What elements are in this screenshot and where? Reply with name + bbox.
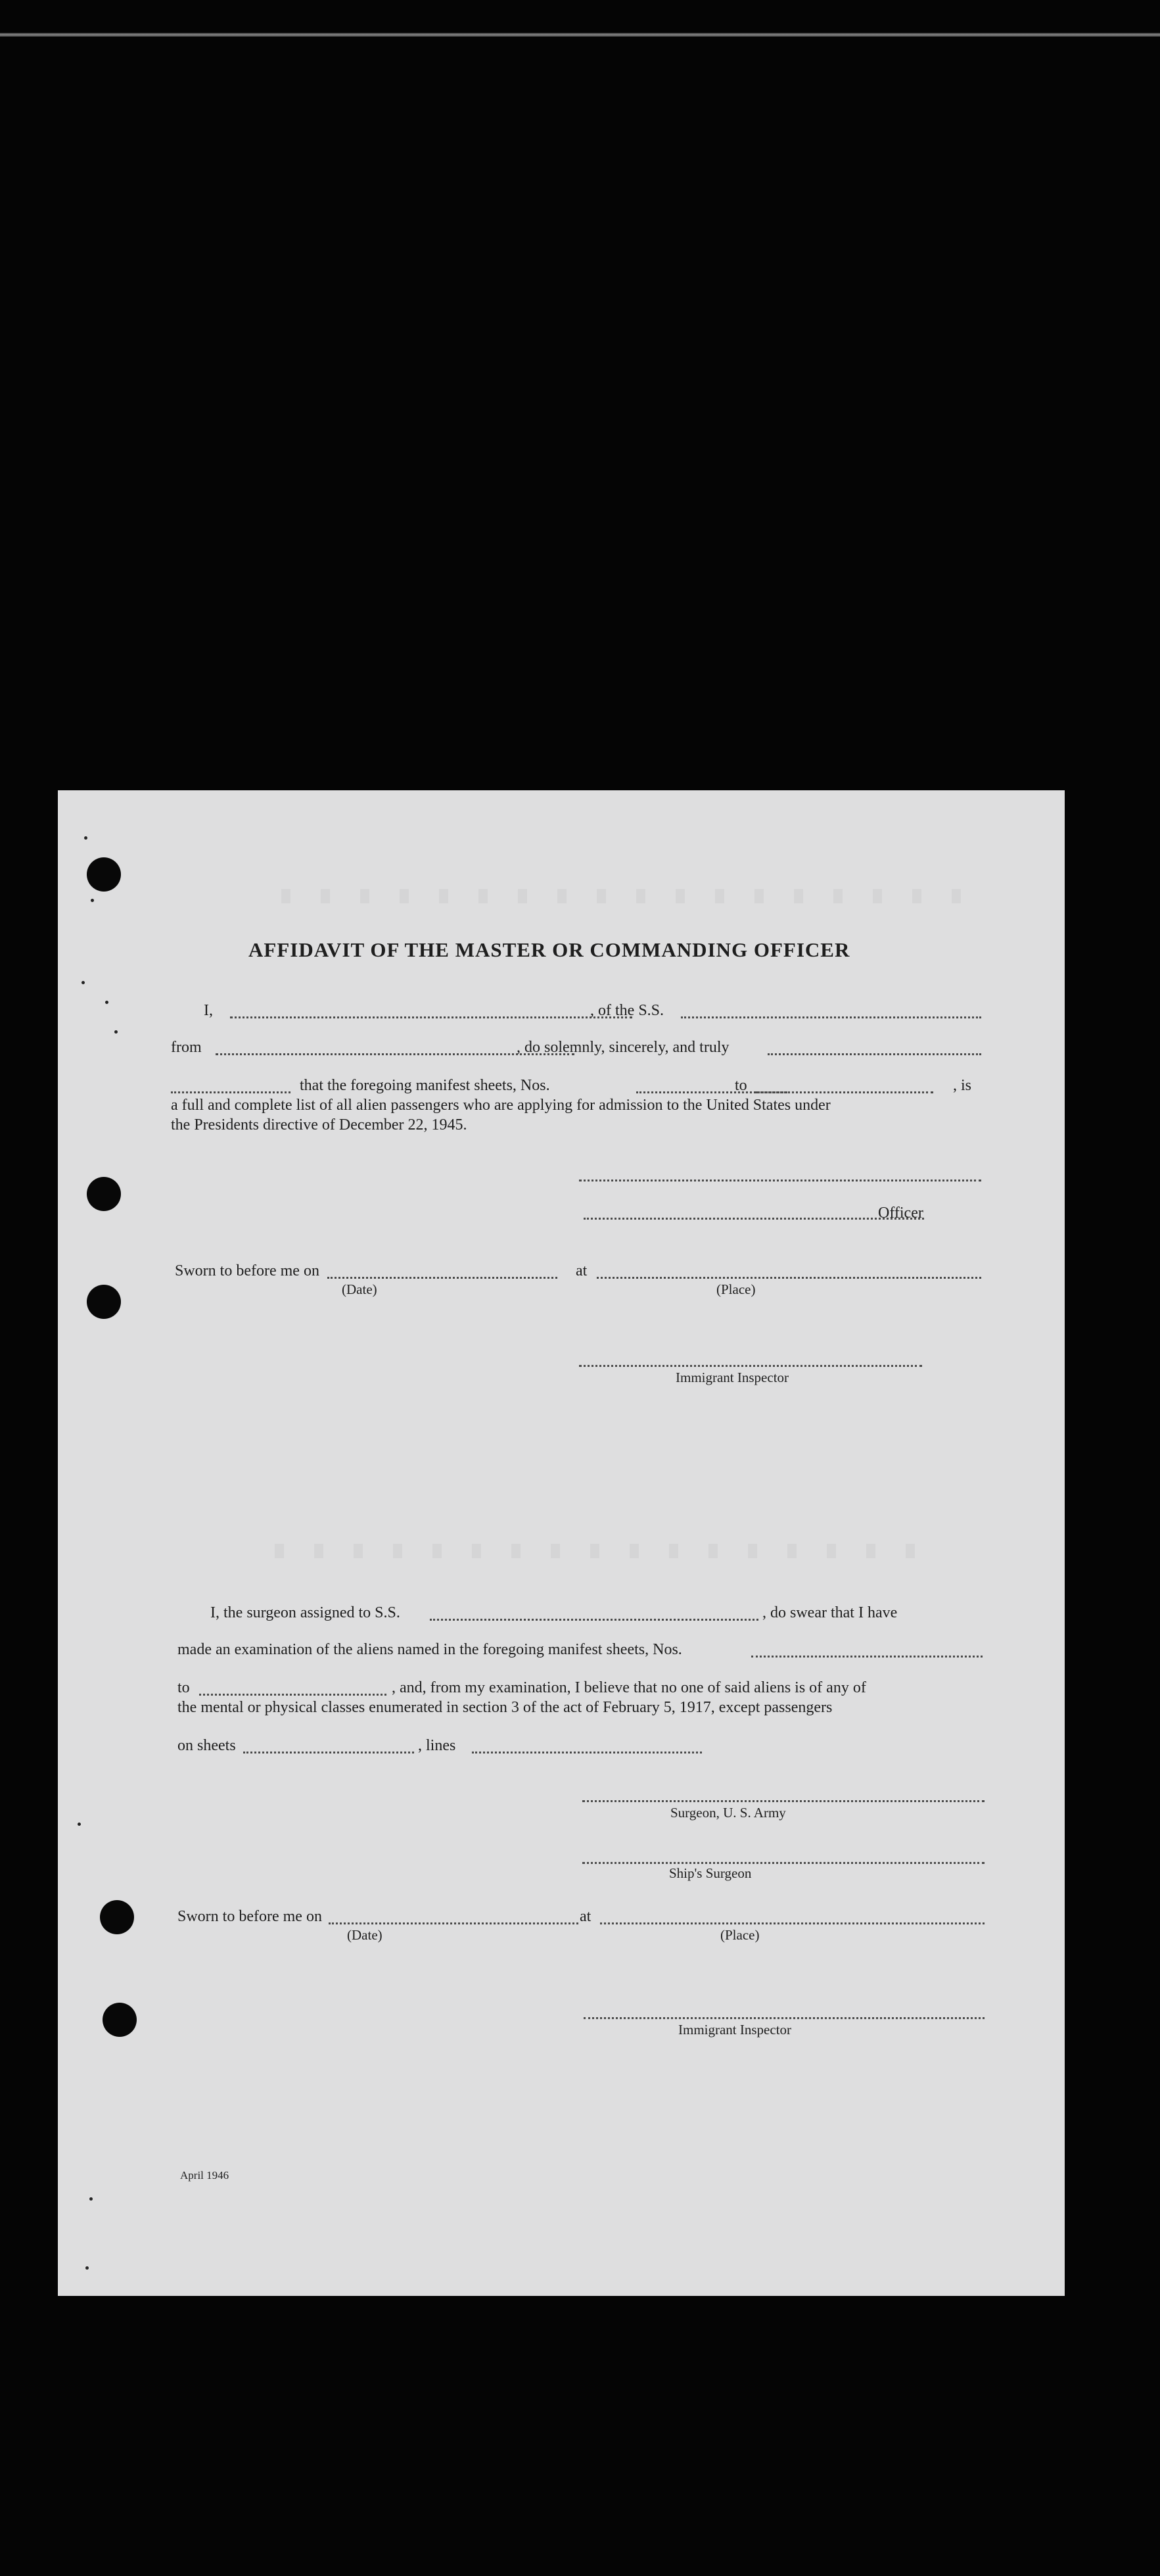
lines-label: , lines	[418, 1737, 456, 1754]
ships-surgeon-caption: Ship's Surgeon	[669, 1865, 752, 1881]
surgeon-sworn-date-field[interactable]	[329, 1922, 578, 1924]
surgeon-sworn-label: Sworn to before me on	[177, 1908, 322, 1925]
ship-name-field[interactable]	[681, 1016, 981, 1018]
bleed-through	[275, 1544, 932, 1558]
except-lines-field[interactable]	[472, 1752, 702, 1753]
inspector-signature-field[interactable]	[579, 1365, 922, 1367]
at-label: at	[576, 1262, 588, 1279]
sworn-date-field[interactable]	[327, 1277, 557, 1279]
swear-text: , do solemnly, sincerely, and truly	[517, 1039, 730, 1056]
surgeon-sheet-from-field[interactable]	[751, 1656, 983, 1658]
affidavit-body-line: a full and complete list of all alien passengers who are applying for admission to the United States under	[171, 1097, 831, 1114]
on-sheets-label: on sheets	[177, 1737, 236, 1754]
punch-hole	[103, 2003, 137, 2037]
of-ss-label: , of the S.S.	[590, 1002, 664, 1019]
surgeon-swear-text: , do swear that I have	[762, 1604, 898, 1621]
officer-signature-field[interactable]	[584, 1218, 924, 1220]
surgeon-inspector-signature-field[interactable]	[584, 2017, 985, 2019]
bleed-through	[281, 889, 978, 903]
swear-affirm-field[interactable]	[171, 1091, 290, 1093]
surgeon-sheet-to-field[interactable]	[199, 1694, 386, 1696]
sworn-label: Sworn to before me on	[175, 1262, 319, 1279]
scan-edge-line	[0, 33, 1160, 37]
ships-surgeon-signature-field[interactable]	[582, 1862, 985, 1864]
punch-hole	[100, 1900, 134, 1934]
surgeon-date-caption: (Date)	[347, 1927, 383, 1943]
is-label: , is	[953, 1077, 972, 1094]
army-surgeon-caption: Surgeon, U. S. Army	[670, 1805, 786, 1821]
surgeon-inspector-caption: Immigrant Inspector	[678, 2022, 792, 2038]
surgeon-at-label: at	[580, 1908, 592, 1925]
sheet-number-to-field[interactable]	[756, 1091, 933, 1093]
surgeon-to-label: to	[177, 1679, 190, 1696]
master-signature-field[interactable]	[579, 1180, 981, 1181]
master-name-field[interactable]	[230, 1016, 632, 1018]
surgeon-exam-result: , and, from my examination, I believe that no one of said aliens is of any of	[392, 1679, 866, 1696]
surgeon-ship-field[interactable]	[430, 1619, 758, 1621]
affidavit-form-page	[58, 790, 1065, 2296]
surgeon-sworn-place-field[interactable]	[600, 1922, 985, 1924]
army-surgeon-signature-field[interactable]	[582, 1800, 985, 1802]
form-title: AFFIDAVIT OF THE MASTER OR COMMANDING OFFICER	[248, 938, 850, 961]
date-caption: (Date)	[342, 1281, 377, 1297]
place-caption: (Place)	[716, 1281, 756, 1297]
to-label: to	[735, 1077, 747, 1094]
officer-label: Officer	[878, 1205, 923, 1222]
oath-form-field[interactable]	[768, 1053, 981, 1055]
punch-hole	[87, 1177, 121, 1211]
inspector-caption: Immigrant Inspector	[676, 1370, 789, 1385]
punch-hole	[87, 1285, 121, 1319]
surgeon-exam-result-cont: the mental or physical classes enumerated in section 3 of the act of February 5, 1917, except passengers	[177, 1699, 833, 1716]
from-label: from	[171, 1039, 202, 1056]
manifest-sheets-label: that the foregoing manifest sheets, Nos.	[300, 1077, 550, 1094]
surgeon-intro: I, the surgeon assigned to S.S.	[210, 1604, 400, 1621]
surgeon-exam-text: made an examination of the aliens named in the foregoing manifest sheets, Nos.	[177, 1641, 682, 1658]
affidavit-body-line: the Presidents directive of December 22, 1945.	[171, 1116, 467, 1133]
sworn-place-field[interactable]	[597, 1277, 981, 1279]
form-edition-date: April 1946	[180, 2169, 229, 2182]
surgeon-place-caption: (Place)	[720, 1927, 760, 1943]
master-i-label: I,	[204, 1002, 213, 1019]
except-sheets-field[interactable]	[243, 1752, 414, 1753]
punch-hole	[87, 857, 121, 892]
